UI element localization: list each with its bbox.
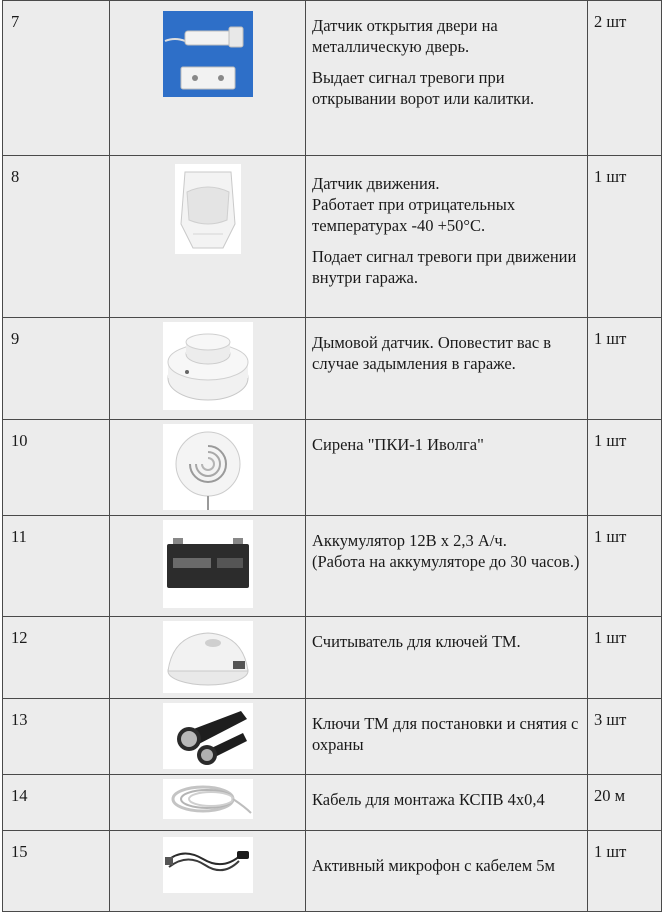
row-number: 15 [3,831,110,912]
equipment-table [2,0,662,912]
description-line: Подает сигнал тревоги при движении внутри гаража. [312,247,577,287]
item-quantity: 1 шт [588,617,662,699]
item-image-cell [110,617,306,699]
table-row [3,617,662,699]
item-quantity: 1 шт [588,318,662,420]
row-number: 11 [3,516,110,617]
description-line: Кабель для монтажа КСПВ 4х0,4 [312,790,545,809]
smoke-detector-icon [163,322,253,410]
table-row [3,516,662,617]
row-number: 13 [3,699,110,775]
item-image-cell [110,318,306,420]
item-description [306,420,588,516]
description-line: Датчик движения. [312,174,440,193]
row-number: 7 [3,1,110,156]
microphone-cable-icon [163,837,253,893]
item-image-cell [110,699,306,775]
item-quantity: 3 шт [588,699,662,775]
table-row [3,699,662,775]
item-description [306,617,588,699]
item-description [306,318,588,420]
description-line: (Работа на аккумуляторе до 30 часов.) [312,552,580,571]
row-number: 9 [3,318,110,420]
item-image-cell [110,775,306,831]
description-line: Считыватель для ключей ТМ. [312,632,521,651]
item-description [306,775,588,831]
table-row [3,156,662,318]
item-description [306,1,588,156]
description-line: Аккумулятор 12В х 2,3 А/ч. [312,531,507,550]
description-line: Активный микрофон с кабелем 5м [312,856,555,875]
motion-sensor-icon [175,164,241,254]
item-quantity: 20 м [588,775,662,831]
item-description [306,156,588,318]
table-row [3,831,662,912]
item-description [306,699,588,775]
item-image-cell [110,1,306,156]
item-image-cell [110,516,306,617]
item-image-cell [110,831,306,912]
item-quantity: 1 шт [588,156,662,318]
description-line: Сирена "ПКИ-1 Иволга" [312,435,484,454]
item-image-cell [110,420,306,516]
item-quantity: 2 шт [588,1,662,156]
description-line: Дымовой датчик. Оповестит вас в случае задымления в гараже. [312,333,552,373]
table-row [3,420,662,516]
item-quantity: 1 шт [588,420,662,516]
description-line: Работает при отрицательных температурах -40 +50°С. [312,195,516,235]
battery-icon [163,520,253,608]
row-number: 8 [3,156,110,318]
key-reader-icon [163,621,253,693]
table-row [3,318,662,420]
magnetic-door-sensor-icon [163,11,253,97]
cable-coil-icon [163,779,253,819]
tm-keys-icon [163,703,253,769]
description-line: Датчик открытия двери на металлическую дверь. [312,16,498,56]
siren-icon [163,424,253,510]
row-number: 12 [3,617,110,699]
item-quantity: 1 шт [588,516,662,617]
table-row [3,775,662,831]
item-description [306,516,588,617]
item-description [306,831,588,912]
item-quantity: 1 шт [588,831,662,912]
item-image-cell [110,156,306,318]
table-row [3,1,662,156]
description-line: Выдает сигнал тревоги при открывании ворот или калитки. [312,68,535,108]
row-number: 14 [3,775,110,831]
row-number: 10 [3,420,110,516]
description-line: Ключи ТМ для постановки и снятия с охраны [312,714,579,754]
